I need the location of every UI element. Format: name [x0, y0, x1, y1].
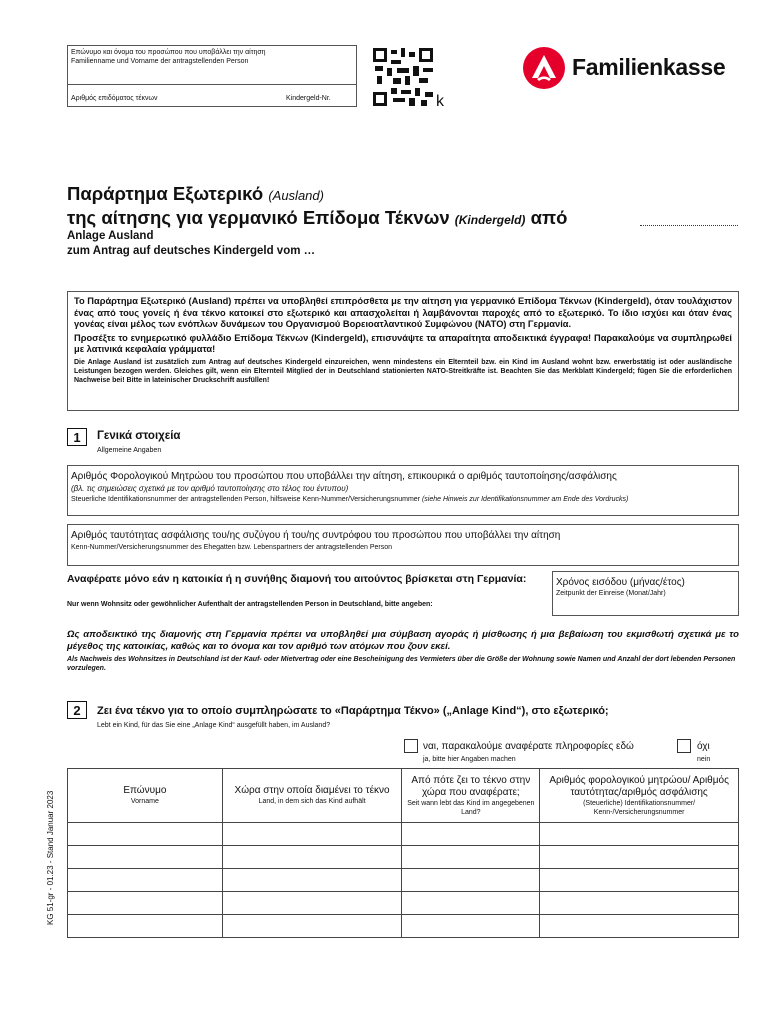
table-cell[interactable]: [540, 823, 739, 846]
table-cell[interactable]: [68, 869, 223, 892]
table-cell[interactable]: [68, 823, 223, 846]
title-line2-gr: της αίτησης για γερμανικό Επίδομα Τέκνων: [67, 207, 450, 228]
info-paragraph-gr: Το Παράρτημα Εξωτερικό (Ausland) πρέπει να υποβληθεί επιπρόσθετα με την αίτηση για γερμανικό Επίδομα Τέκνων (Kindergeld), όταν τουλάχιστον ένας από τους γονείς ή ένα τέκνο κατοικεί στο εξωτερικό και απασχολείται ή λαμβάνονται παροχές από το εξωτερικό. Το ίδιο ισχύει και όταν ένας γονέας είναι μέλος των ενόπλων δυνάμεων του Οργανισμού Βορειοατλαντικού Συμφώνου (NATO) στη Γερμανία.: [74, 296, 732, 329]
title-line2-end: από: [530, 207, 568, 228]
proof-note-de: Als Nachweis des Wohnsitzes in Deutschland ist der Kauf- oder Mietvertrag oder eine Bescheinigung des Vermieters über die Größe der Wohnung sowie Namen und Anzahl der dort lebenden Personen vorzulegen.: [67, 656, 736, 672]
table-cell[interactable]: [68, 892, 223, 915]
tax-id-field[interactable]: [67, 465, 739, 516]
table-header-row: [68, 769, 739, 823]
table-cell[interactable]: [402, 823, 540, 846]
title-line1-gr: Παράρτημα Εξωτερικό: [67, 183, 264, 204]
entry-date-field[interactable]: [552, 571, 739, 616]
table-cell[interactable]: [222, 823, 402, 846]
section-1-number: 1: [67, 428, 87, 446]
divider: [68, 84, 356, 85]
section-2-question: Ζει ένα τέκνο για το οποίο συμπληρώσατε το «Παράρτημα Τέκνο» („Anlage Kind“), στο εξωτερικό;: [97, 705, 609, 717]
tax-id-label-de: Steuerliche Identifikationsnummer der antragstellenden Person, hilfsweise Kenn-Nummer/Versicherungsnummer (siehe Hinweis zur Identifikationsnummer am Ende des Vordrucks): [71, 496, 629, 503]
section-1-title-de: Allgemeine Angaben: [97, 447, 162, 454]
residence-note-de: Nur wenn Wohnsitz oder gewöhnlicher Aufenthalt der antragstellenden Person in Deutschland, bitte angeben:: [67, 601, 433, 608]
title-line2-de: (Kindergeld): [454, 213, 526, 227]
yes-label-de: ja, bitte hier Angaben machen: [423, 756, 516, 763]
yes-label: ναι, παρακαλούμε αναφέρατε πληροφορίες εδώ: [423, 741, 634, 752]
table-row: [68, 846, 739, 869]
table-cell[interactable]: [68, 915, 223, 938]
spouse-id-label-de: Kenn-Nummer/Versicherungsnummer des Ehegatten bzw. Lebenspartners der antragstellenden Person: [71, 544, 393, 551]
column-header-tax-id: Αριθμός φορολογικού μητρώου/ Αριθμός ταυτότητας/αριθμός ασφάλισης (Steuerliche) Identifikationsnummer/ Kenn-/Versicherungsnummer: [540, 769, 739, 823]
table-cell[interactable]: [222, 915, 402, 938]
section-2-question-de: Lebt ein Kind, für das Sie eine „Anlage Kind“ ausgefüllt haben, im Ausland?: [97, 722, 331, 729]
info-notice-gr: Προσέξτε το ενημερωτικό φυλλάδιο Επίδομα Τέκνων (Kindergeld), επισυνάψτε τα απαραίτητα αποδεικτικά έγγραφα! Παρακαλούμε να συμπληρωθεί με λατινικά κεφαλαία γράμματα!: [74, 332, 732, 354]
residence-note: Αναφέρατε μόνο εάν η κατοικία ή η συνήθης διαμονή του αιτούντος βρίσκεται στη Γερμανία:: [67, 573, 527, 585]
table-cell[interactable]: [402, 892, 540, 915]
spouse-id-label: Αριθμός ταυτότητας ασφάλισης του/ης συζύγου ή του/ης συντρόφου του προσώπου που υποβάλλει την αίτηση: [71, 530, 561, 541]
info-box: [67, 291, 739, 411]
applicant-name-field[interactable]: [67, 45, 357, 107]
date-field[interactable]: [640, 225, 738, 226]
children-abroad-table: [67, 768, 739, 938]
table-cell[interactable]: [68, 846, 223, 869]
table-cell[interactable]: [540, 869, 739, 892]
entry-date-label: Χρόνος εισόδου (μήνας/έτος): [556, 577, 685, 588]
subtitle-de-1: Anlage Ausland: [67, 230, 154, 242]
table-row: [68, 915, 739, 938]
table-cell[interactable]: [402, 846, 540, 869]
qr-code: [373, 48, 433, 106]
no-label: όχι: [697, 741, 710, 752]
familienkasse-logo: [522, 46, 744, 90]
title-line1-de: (Ausland): [268, 188, 324, 203]
applicant-name-label-de: Familienname und Vorname der antragstellenden Person: [71, 58, 249, 65]
logo-text: Familienkasse: [572, 54, 726, 80]
entry-date-label-de: Zeitpunkt der Einreise (Monat/Jahr): [556, 590, 666, 597]
column-header-since: Από πότε ζει το τέκνο στην χώρα που αναφέρατε; Seit wann lebt das Kind im angegebenen Land?: [402, 769, 540, 823]
table-cell[interactable]: [402, 869, 540, 892]
tax-id-hint: (βλ. τις σημειώσεις σχετικά με τον αριθμό ταυτοποίησης στο τέλος του έντυπου): [71, 484, 349, 493]
tax-id-label: Αριθμός Φορολογικού Μητρώου του προσώπου που υποβάλλει την αίτηση, επικουρικά ο αριθμός ταυτοποίησης/ασφάλισης: [71, 471, 617, 482]
section-2-number: 2: [67, 701, 87, 719]
child-benefit-id-label-de: Kindergeld-Nr.: [286, 95, 331, 102]
column-header-surname: Επώνυμο Vorname: [68, 769, 223, 823]
info-paragraph-de: Die Anlage Ausland ist zusätzlich zum Antrag auf deutsches Kindergeld einzureichen, wenn mindestens ein Elternteil bzw. ein Kind im Ausland wohnt bzw. erwerbstätig ist oder ausländische Leistungen bezogen werden. Gleiches gilt, wenn ein Elternteil Mitglied der in Deutschland stationierten NATO-Streitkräfte ist. Beachten Sie das Merkblatt Kindergeld; fügen Sie die erforderlichen Nachweise bei! Bitte in lateinischer Druckschrift ausfüllen!: [74, 358, 732, 384]
table-row: [68, 869, 739, 892]
page-subtitle: [67, 207, 567, 229]
column-header-country: Χώρα στην οποία διαμένει το τέκνο Land, in dem sich das Kind aufhält: [222, 769, 402, 823]
spouse-id-field[interactable]: [67, 524, 739, 566]
table-cell[interactable]: [402, 915, 540, 938]
table-cell[interactable]: [540, 915, 739, 938]
table-cell[interactable]: [222, 846, 402, 869]
page-title: [67, 183, 324, 205]
k-marker: k: [436, 93, 444, 110]
form-code: KG 51-gr - 01.23 - Stand Januar 2023: [46, 790, 55, 925]
familienkasse-logo-icon: [522, 46, 566, 90]
yes-checkbox[interactable]: [404, 739, 418, 753]
table-row: [68, 892, 739, 915]
no-label-de: nein: [697, 756, 711, 763]
child-benefit-id-label: Αριθμός επιδόματος τέκνων: [71, 95, 158, 102]
table-cell[interactable]: [222, 892, 402, 915]
proof-note: Ως αποδεικτικό της διαμονής στη Γερμανία πρέπει να υποβληθεί μια σύμβαση αγοράς ή μίσθωσης ή μια βεβαίωση του εκμισθωτή σχετικά με το μέγεθος της κατοικίας, καθώς και το όνομα και τον αριθμό των ατόμων που ζουν εκεί.: [67, 629, 739, 652]
table-cell[interactable]: [540, 892, 739, 915]
table-cell[interactable]: [222, 869, 402, 892]
applicant-name-label: Επώνυμο και όνομα του προσώπου που υποβάλλει την αίτηση: [71, 49, 266, 56]
table-row: [68, 823, 739, 846]
subtitle-de-2: zum Antrag auf deutsches Kindergeld vom …: [67, 245, 316, 257]
table-cell[interactable]: [540, 846, 739, 869]
no-checkbox[interactable]: [677, 739, 691, 753]
section-1-title: Γενικά στοιχεία: [97, 430, 181, 442]
